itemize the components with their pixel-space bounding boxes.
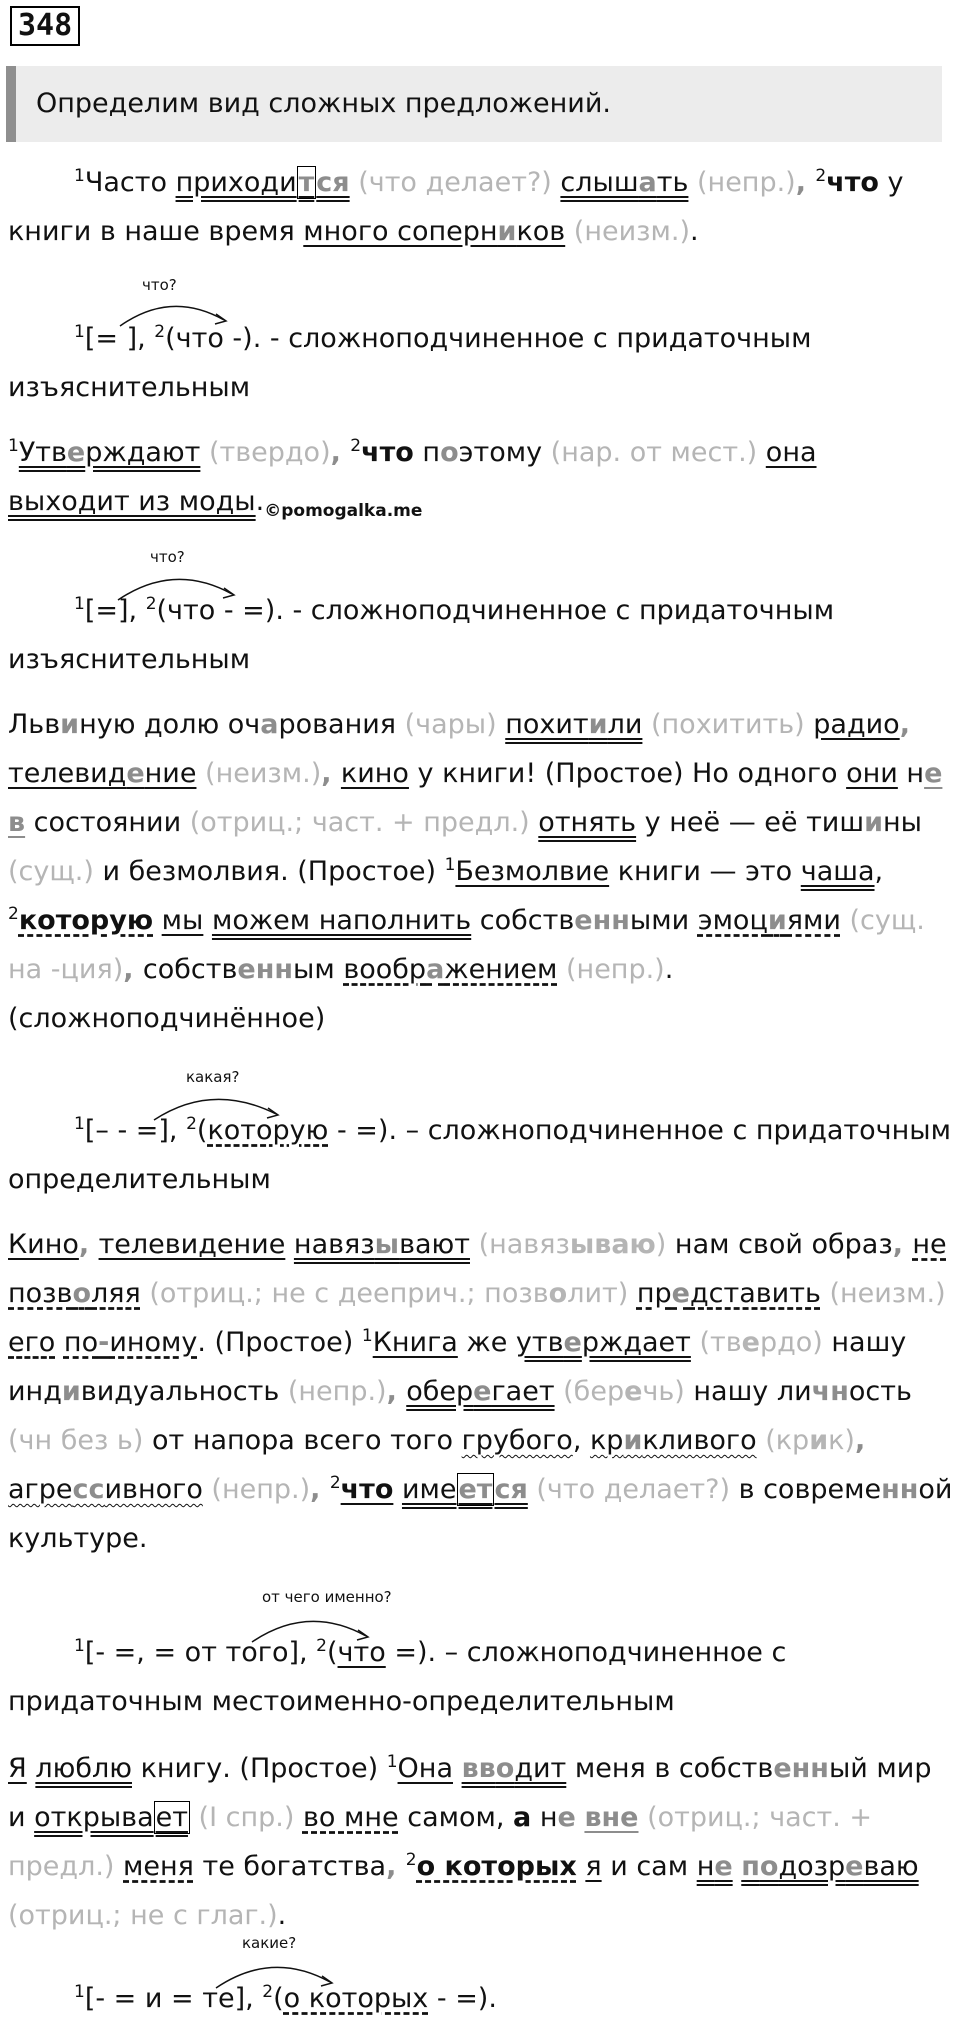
task-banner: Определим вид сложных предложений. — [6, 66, 942, 142]
space — [294, 1802, 303, 1833]
text: у неё — её тиш — [636, 807, 865, 838]
note: ываю — [569, 1229, 656, 1260]
note: ) — [655, 1229, 667, 1260]
word-subject: телевидение — [98, 1229, 286, 1260]
word-object: меня — [123, 1851, 194, 1882]
marker: 2 — [154, 322, 166, 342]
watermark: ©pomogalka.me — [264, 501, 423, 521]
marker: 1 — [74, 1636, 85, 1656]
word-part: о — [440, 437, 459, 468]
word-part: кр — [589, 1425, 624, 1456]
question-note: что? — [142, 276, 177, 294]
marker: 1 — [74, 322, 85, 342]
word-attribute — [590, 1425, 757, 1456]
word-part: ную долю оч — [79, 709, 261, 740]
conjunction: что — [361, 437, 414, 468]
scheme-1 — [8, 314, 953, 412]
text: у книги! (Простое) Но одного — [408, 758, 847, 789]
space — [285, 1229, 294, 1260]
note: (навяз — [469, 1229, 570, 1260]
word-part: Утв — [18, 437, 67, 468]
word-predicate — [697, 1851, 733, 1882]
word-attribute: грубого — [461, 1425, 573, 1456]
word-object — [343, 954, 557, 985]
word-part: е — [574, 905, 593, 936]
word-part: и — [623, 1425, 643, 1456]
word-predicate — [406, 1376, 554, 1407]
comma: , — [795, 167, 816, 198]
word-part: ляя — [91, 1278, 141, 1309]
word-part: е — [671, 1278, 690, 1309]
word-part: ние — [144, 758, 197, 789]
scheme-word: что — [337, 1637, 386, 1668]
word-part: ы — [374, 1229, 400, 1260]
word-part: п — [741, 1851, 760, 1882]
word-part: п — [413, 437, 441, 468]
note: к) — [828, 1425, 855, 1456]
word-part: Льв — [8, 709, 61, 740]
note: (что делает?) — [527, 1474, 730, 1505]
marker: 2 — [350, 436, 362, 456]
word-part: е — [845, 1851, 864, 1882]
word-subject — [303, 216, 565, 247]
note: и — [809, 1425, 829, 1456]
word-part: рования — [278, 709, 397, 740]
word-subject: Кино — [8, 1229, 79, 1260]
note: (непр.) — [202, 1474, 311, 1505]
note: чь) — [642, 1376, 685, 1407]
word-part: и — [61, 1376, 81, 1407]
comma: , — [310, 1474, 330, 1505]
note: (твердо) — [200, 437, 331, 468]
note: (неизм.) — [565, 216, 690, 247]
sentence-4 — [8, 1220, 953, 1563]
space — [757, 437, 766, 468]
word-part-boxed: ет — [458, 1474, 493, 1505]
word-part: о — [759, 1851, 779, 1882]
word-adverbial — [637, 1278, 821, 1309]
word-part-boxed: т — [298, 167, 315, 198]
word-part: е — [563, 1327, 582, 1358]
conjunction: а — [513, 1802, 532, 1833]
note: (непр.) — [279, 1376, 387, 1407]
marker: 2 — [186, 1114, 197, 1134]
note: (похитить) — [642, 709, 805, 740]
word-part: сс — [72, 1474, 105, 1505]
word-part: е — [773, 1753, 792, 1784]
marker: 1 — [8, 436, 19, 456]
comma: , — [899, 709, 910, 740]
word-part: е — [473, 1376, 492, 1407]
word-part: открыва — [34, 1802, 154, 1833]
scheme-part: [– - =], — [84, 1115, 187, 1146]
space — [153, 905, 162, 936]
comma: , — [386, 1851, 406, 1882]
space — [55, 1327, 64, 1358]
conjunction-word: что — [340, 1474, 394, 1505]
text: книгу. (Простое) — [131, 1753, 387, 1784]
comma: , — [123, 954, 143, 985]
space — [203, 905, 212, 936]
word-part: приходи — [175, 167, 297, 198]
note: лит) — [567, 1278, 629, 1309]
word-predicate — [741, 1851, 918, 1882]
word-part: ков — [516, 216, 566, 247]
word-part: вв — [461, 1753, 496, 1784]
marker: 2 — [316, 1636, 327, 1656]
word-subject — [8, 758, 196, 789]
word-part: и — [497, 216, 517, 247]
note: (что делает?) — [349, 167, 552, 198]
comma: , — [330, 437, 351, 468]
text: собств — [142, 954, 238, 985]
word-part: рждает — [581, 1327, 691, 1358]
text: от напора всего того — [143, 1425, 462, 1456]
word-predicate: люблю — [35, 1753, 132, 1784]
word-subject: Книга — [372, 1327, 458, 1358]
word-subject: Я — [8, 1753, 27, 1784]
note: (сущ.) — [8, 856, 94, 887]
question-note: от чего именно? — [262, 1588, 392, 1606]
space — [453, 1753, 462, 1784]
scheme-part: ( — [196, 1115, 208, 1146]
scheme-part: [- = и = те], — [84, 1983, 263, 2014]
note: (чары) — [396, 709, 497, 740]
note: е — [741, 1327, 760, 1358]
text: самом — [398, 1802, 496, 1833]
word-subject: они — [846, 758, 898, 789]
marker: 1 — [74, 1114, 85, 1134]
word-part: н — [696, 1851, 715, 1882]
word-predicate — [462, 1753, 567, 1784]
note: (I спр.) — [189, 1802, 295, 1833]
sentence-1 — [8, 158, 953, 256]
scheme-word: которую — [207, 1115, 329, 1146]
conjunction-word: о которых — [416, 1851, 577, 1882]
scheme-2 — [8, 586, 953, 684]
text: . (сложноподчинённое) — [8, 954, 674, 1034]
marker: 1 — [361, 1326, 373, 1346]
word-object — [698, 905, 841, 936]
word-predicate: можем наполнить — [211, 905, 472, 936]
comma: , — [874, 856, 884, 887]
word-part: слыш — [560, 167, 639, 198]
note: рдо) — [759, 1327, 823, 1358]
text: н — [897, 758, 925, 789]
text: меня в собств — [566, 1753, 774, 1784]
word-part: ли — [607, 709, 643, 740]
word-object: его — [8, 1327, 56, 1358]
marker: 1 — [386, 1752, 398, 1772]
note: (бер — [554, 1376, 625, 1407]
text: в совреме — [730, 1474, 882, 1505]
sentence-2 — [8, 428, 953, 536]
word-predicate: выходит из моды — [8, 486, 256, 517]
note: е — [624, 1376, 643, 1407]
word-part: е — [714, 1851, 733, 1882]
marker: 2 — [329, 1473, 341, 1493]
scheme-description: (что - =). - сложноподчиненное с придаточным изъяснительным — [8, 595, 835, 675]
text: у книги в наше время — [8, 167, 904, 247]
text: нам свой образ — [666, 1229, 893, 1260]
comma: , — [386, 1376, 407, 1407]
word-part: о — [495, 1753, 515, 1784]
word-part: пр — [636, 1278, 672, 1309]
word-part: ями — [786, 905, 841, 936]
scheme-part: [- =, = от того], — [84, 1637, 317, 1668]
sentence-5 — [8, 1744, 953, 1940]
text: ны — [883, 807, 922, 838]
note: (сущ. на -ция) — [8, 905, 925, 985]
marker: 2 — [405, 1850, 417, 1870]
word-part: дставить — [689, 1278, 821, 1309]
comma: , — [892, 1229, 913, 1260]
text: нашу инд — [8, 1327, 907, 1407]
word-part: нн — [881, 1474, 919, 1505]
word-part: не позв — [8, 1229, 947, 1309]
space — [733, 1851, 742, 1882]
word-subject: Она — [397, 1753, 453, 1784]
scheme-part: ( — [327, 1637, 338, 1668]
word-part: ваю — [863, 1851, 919, 1882]
scheme-4 — [8, 1628, 953, 1726]
word-part: чн — [811, 1376, 849, 1407]
word-subject: кино — [340, 758, 409, 789]
note: (неизм.) — [820, 1278, 946, 1309]
question-note: какая? — [186, 1068, 240, 1086]
scheme-description: (что -). - сложноподчиненное с придаточным изъяснительным — [8, 323, 812, 403]
word-part: е — [924, 758, 943, 789]
space — [497, 709, 506, 740]
marker: 2 — [815, 166, 827, 186]
conjunction-word: которую — [18, 905, 154, 936]
text: ыми — [629, 905, 698, 936]
exercise-number: 348 — [10, 6, 80, 46]
word-part: гает — [491, 1376, 555, 1407]
word-part: навяз — [293, 1229, 375, 1260]
text: состоянии — [25, 807, 182, 838]
text: и сам — [601, 1851, 697, 1882]
text: ым — [293, 954, 344, 985]
word-part: дозр — [778, 1851, 846, 1882]
text: те богатства — [193, 1851, 387, 1882]
word-predicate — [560, 167, 688, 198]
sentence-3 — [8, 700, 953, 1043]
word-part: о — [72, 1278, 92, 1309]
word-part: вают — [399, 1229, 470, 1260]
question-note: что? — [150, 548, 185, 566]
text: же — [457, 1327, 516, 1358]
scheme-description: - =). — [428, 1983, 497, 2014]
comma: , — [321, 758, 341, 789]
word-predicate — [19, 437, 201, 468]
question-note: какие? — [242, 1934, 297, 1952]
note: (непр.) — [688, 167, 796, 198]
word-part: ся — [494, 1474, 528, 1505]
space — [628, 1278, 637, 1309]
word-part: нн — [791, 1753, 829, 1784]
word-part: е — [237, 954, 256, 985]
note: (отриц.; част. + предл.) — [181, 807, 530, 838]
conjunction: что — [826, 167, 879, 198]
word-part: е — [126, 758, 145, 789]
word-part: - — [98, 1327, 110, 1358]
note: (нар. от мест.) — [542, 437, 758, 468]
note: о — [548, 1278, 568, 1309]
text: книги — это — [609, 856, 801, 887]
comma: , — [78, 1229, 99, 1260]
word-adverbial — [64, 1327, 197, 1358]
marker: 1 — [74, 1982, 85, 2002]
marker: 1 — [444, 855, 456, 875]
marker: 2 — [262, 1982, 274, 2002]
word-part: агре — [8, 1474, 73, 1505]
text: ость — [848, 1376, 912, 1407]
word-part: рждают — [85, 437, 201, 468]
text: собств — [471, 905, 575, 936]
text: нашу ли — [684, 1376, 812, 1407]
note: (отриц.; част. + предл.) — [8, 1802, 873, 1882]
text: ой культуре. — [8, 1474, 953, 1554]
period: . — [277, 1900, 287, 1931]
word-part: похит — [505, 709, 589, 740]
text: и безмолвия. (Простое) — [93, 856, 445, 887]
word-subject: она — [765, 437, 817, 468]
word-subject: Безмолвие — [455, 856, 610, 887]
marker: 1 — [74, 166, 85, 186]
scheme-part: [= ], — [84, 323, 155, 354]
word-predicate — [505, 709, 642, 740]
word-predicate: отнять — [538, 807, 637, 838]
space — [114, 1851, 123, 1882]
word-predicate — [402, 1473, 528, 1506]
note: (тв — [690, 1327, 742, 1358]
word-part: нн — [255, 954, 294, 985]
marker: 1 — [74, 594, 85, 614]
word-object: во мне — [302, 1802, 399, 1833]
period: . — [689, 216, 699, 247]
word-part: и — [60, 709, 80, 740]
word-part: е — [66, 437, 86, 468]
text: видуальность — [80, 1376, 280, 1407]
word-part-boxed: ет — [155, 1802, 188, 1833]
word-part: а — [638, 167, 657, 198]
text: ый мир и — [8, 1753, 932, 1833]
word-predicate: чаша — [800, 856, 875, 887]
scheme-word: о которых — [283, 1983, 429, 2014]
space — [393, 1474, 402, 1505]
period: . — [255, 486, 265, 517]
word-part: име — [401, 1474, 457, 1505]
marker: 2 — [8, 904, 19, 924]
word-part: ть — [656, 167, 689, 198]
word-part: много соперн — [303, 216, 498, 247]
word-part: и — [864, 807, 883, 838]
space — [530, 807, 539, 838]
note: (чн без ь) — [8, 1425, 144, 1456]
comma: , — [572, 1425, 590, 1456]
word-predicate — [34, 1801, 190, 1834]
word-part: вне — [584, 1802, 639, 1833]
text: . (Простое) — [197, 1327, 362, 1358]
scheme-part: [=], — [84, 595, 146, 626]
word-subject: мы — [161, 905, 204, 936]
scheme-description: =). – сложноподчиненное с придаточным местоименно-определительным — [8, 1637, 787, 1717]
comma: , — [854, 1425, 866, 1456]
text: н — [531, 1802, 558, 1833]
word-part: по — [63, 1327, 99, 1358]
word-predicate — [176, 166, 350, 199]
word-predicate — [516, 1327, 691, 1358]
word-subject: радио — [813, 709, 900, 740]
word-part: ивного — [104, 1474, 203, 1505]
scheme-description: - =). – сложноподчиненное с придаточным определительным — [8, 1115, 951, 1195]
word-part: нн — [592, 905, 630, 936]
word-part: утв — [515, 1327, 564, 1358]
word-part: дит — [514, 1753, 567, 1784]
word-part: иному — [109, 1327, 198, 1358]
word-part: в — [8, 807, 26, 838]
word-part: обер — [406, 1376, 474, 1407]
word-part: ся — [316, 167, 350, 198]
note: (отриц.; не с дееприч.; позв — [140, 1278, 549, 1309]
word-part: кливого — [642, 1425, 757, 1456]
marker: 2 — [145, 594, 157, 614]
word-part: этому — [458, 437, 543, 468]
word-attribute — [8, 1474, 203, 1505]
word-part: е — [557, 1802, 576, 1833]
scheme-3 — [8, 1106, 953, 1204]
word-part: а — [260, 709, 279, 740]
word-part: вообр — [343, 954, 427, 985]
word-part: а — [426, 954, 445, 985]
word-part: и — [588, 709, 608, 740]
word: Часто — [84, 167, 176, 198]
word-predicate — [294, 1229, 470, 1260]
note: (отриц.; не с глаг.) — [8, 1900, 278, 1931]
word-part: жением — [444, 954, 558, 985]
scheme-part: ( — [273, 1983, 284, 2014]
word-part: и — [767, 905, 787, 936]
scheme-5 — [8, 1974, 953, 2023]
note: (неизм.) — [196, 758, 322, 789]
word-part: телевид — [8, 758, 127, 789]
note: (кр — [756, 1425, 810, 1456]
word-part: эмоц — [697, 905, 768, 936]
comma: , — [495, 1802, 514, 1833]
note: (непр.) — [557, 954, 665, 985]
word-subject: я — [585, 1851, 602, 1882]
